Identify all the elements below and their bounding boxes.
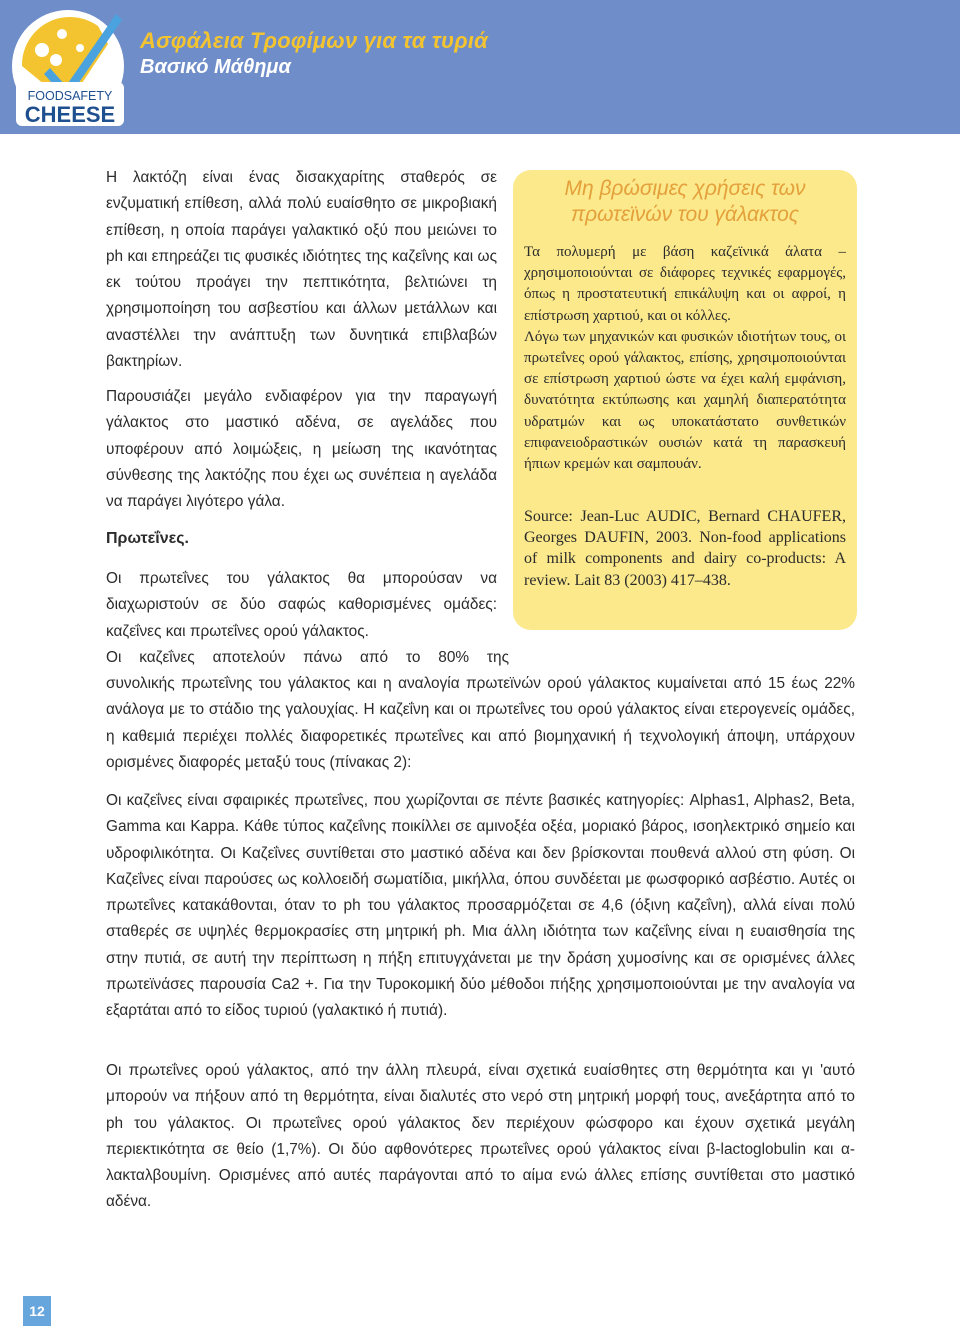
logo-top-text: FOODSAFETY <box>27 89 113 103</box>
page-title: Ασφάλεια Τροφίμων για τα τυριά <box>140 28 488 53</box>
caseins-share-continuation: συνολικής πρωτεΐνης του γάλακτος και η αναλογία πρωτεϊνών ορού γάλακτος κυμαίνεται από 15 έως 22% ανάλογα με το στάδιο της γαλουχίας. Η καζεΐνη και οι πρωτεΐνες του ορού γάλακτος είναι ετερογενείς ομάδες, η καθεμιά περιέχει πολλές διαφορετικές πρωτεΐνες και από βιομηχανική ή τεχνολογική άποψη, υπάρχουν ορισμένες διαφορές μεταξύ τους (πίνακας 2): <box>106 675 855 771</box>
logo-bottom-text: CHEESE <box>24 102 116 127</box>
caseins-share-start: Οι καζεΐνες αποτελούν πάνω από το 80% της <box>106 649 509 666</box>
proteins-heading: Πρωτεΐνες. <box>106 530 189 547</box>
page-header <box>0 0 960 134</box>
box-source: Source: Jean-Luc AUDIC, Bernard CHAUFER, Georges DAUFIN, 2003. Non-food applications of milk components and dairy co-products: A review. Lait 83 (2003) 417–438. <box>524 508 846 589</box>
lactose-paragraph: Η λακτόζη είναι ένας δισακχαρίτης σταθερός σε ενζυματική επίθεση, αλλά πολύ ευαίσθητο σε μικροβιακή επίθεση, η οποία παράγει γαλακτικό οξύ που μειώνει το ph και επηρεάζει τις φυσικές ιδιότητες της καζεΐνης και ως εκ τούτου προάγει την πεπτικότητα, βελτιώνει τη χρησιμοποίηση του ασβεστίου και άλλων μετάλλων και αναστέλλει την ανάπτυξη των δυνητικά επιβλαβών βακτηρίων. <box>106 169 497 371</box>
whey-paragraph: Οι πρωτεΐνες ορού γάλακτος, από την άλλη πλευρά, είναι σχετικά ευαίσθητες στη θερμότητα και γι 'αυτό μπορούν να πήξουν από τη θερμότητα, είναι διαλυτές στο νερό στη μητρική μορφή τους, ανεξάρτητα από το ph του γάλακτος. Οι πρωτεΐνες ορού γάλακτος δεν περιέχουν φώσφορο και έχουν σχετικά μεγάλη περιεκτικότητα σε θείο (1,7%). Οι δύο αφθονότερες πρωτεΐνες ορού γάλακτος είναι β-lactoglobulin και α-λακταλβουμίνη. Ορισμένες από αυτές παράγονται από το αίμα ενώ άλλες επίσης συντίθεται στο μαστικό αδένα. <box>106 1062 855 1211</box>
non-food-uses-box <box>513 170 857 630</box>
box-text <box>524 242 846 475</box>
box-paragraph-polymers: Τα πολυμερή με βάση καζεϊνικά άλατα – χρησιμοποιούνται σε διάφορες τεχνικές εφαρμογές, όπως η προστατευτική επικάλυψη και οι αφροί, η επίστρωση χαρτιού, και οι κόλλες. <box>524 244 846 324</box>
caseins-paragraph: Οι καζεΐνες είναι σφαιρικές πρωτεΐνες, που χωρίζονται σε πέντε βασικές κατηγορίες: Alphas1, Alphas2, Beta, Gamma και Kappa. Κάθε τύπος καζεΐνης ποικίλλει σε αμινοξέα οξέα, μοριακό βάρος, ισοηλεκτρικό σημείο και υδροφιλικότητα. Οι Καζεΐνες συντίθεται στο μαστικό αδένα και δεν βρίσκονται πουθενά αλλού στη φύση. Οι Καζεΐνες είναι παρούσες ως κολλοειδή σωματίδια, μικήλλα, όπου συνδέεται με φωσφορικό ασβέστιο. Αυτές οι πρωτεΐνες κατακάθονται, όταν το ph του γάλακτος προσαρμόζεται σε 4,6 (όξινη καζεΐνη), αλλά είναι πολύ σταθερές σε υψηλές θερμοκρασίες στη μητρική ph. Μια άλλη ιδιότητα των καζεΐνης είναι η ευαισθησία της στην πυτιά, σε αυτή την περίπτωση η πήξη επιτυγχάνεται με την δράση χυμοσίνης και σε ορισμένες άλλες πρωτεϊνάσες παρουσία Ca2 +. Για την Τυροκομική δύο μέθοδοι πήξης χρησιμοποιούνται με την αναλογία να εξαρτάται από το είδος τυριού (γαλακτικό ή πυτιά). <box>106 792 855 1020</box>
page-subtitle: Βασικό Μάθημα <box>140 56 291 78</box>
page-number: 12 <box>23 1296 51 1326</box>
box-title <box>513 176 857 228</box>
box-paragraph-whey-uses: Λόγω των μηχανικών και φυσικών ιδιοτήτων τους, οι πρωτεΐνες ορού γάλακτος, επίσης, χρησιμοποιούνται σε επίστρωση χαρτιού ώστε να έχει καλή εμφάνιση, δυνατότητα εκτύπωσης και χαμηλή διαπερατότητα υδρατμών και ως υποκατάστατο συνθετικών επιφανειοδραστικών ουσιών κατά τη παρασκευή ήπιων κρεμών και σαμπουάν. <box>524 328 846 473</box>
box-title-line2: πρωτεϊνών του γάλακτος <box>571 203 799 226</box>
box-title-line1: Μη βρώσιμες χρήσεις των <box>564 177 806 200</box>
interest-paragraph: Παρουσιάζει μεγάλο ενδιαφέρον για την παραγωγή γάλακτος στο μαστικό αδένα, σε αγελάδες που υποφέρουν από λοιμώξεις, η μείωση της ικανότητας σύνθεσης της λακτόζης που έχει ως συνέπεια η αγελάδα να παράγει λιγότερο γάλα. <box>106 388 497 511</box>
proteins-paragraph: Οι πρωτεΐνες του γάλακτος θα μπορούσαν να διαχωριστούν σε δύο σαφώς καθορισμένες ομάδες: καζεΐνες και πρωτεΐνες ορού γάλακτος. <box>106 570 497 640</box>
foodsafety-cheese-logo <box>12 4 130 130</box>
